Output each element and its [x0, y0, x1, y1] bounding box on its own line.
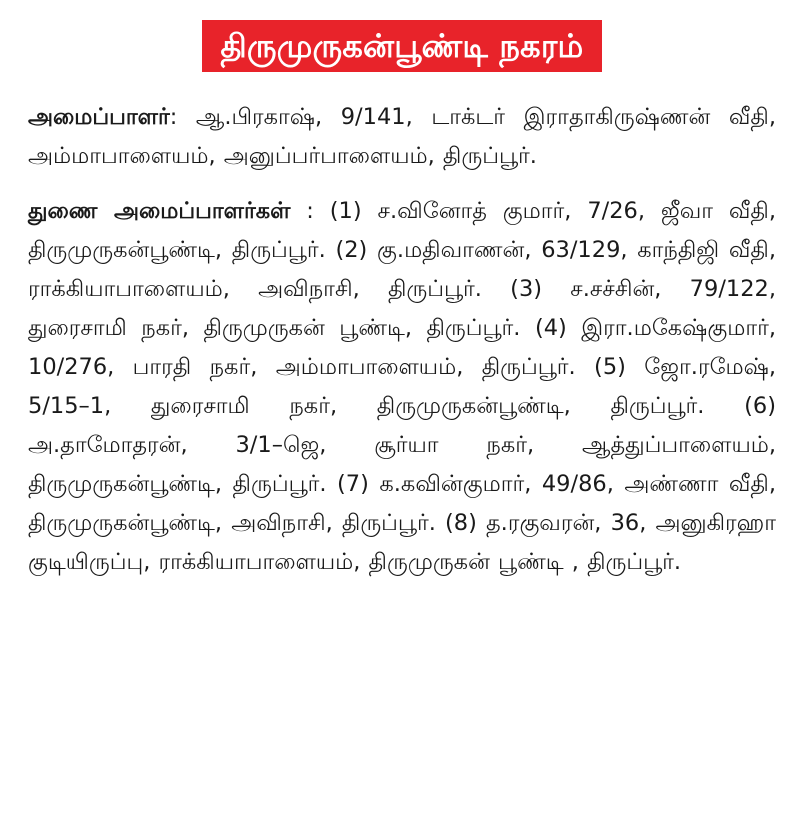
deputies-label: துணை அமைப்பாளர்கள்: [28, 198, 291, 224]
deputies-text: : (1) ச.வினோத் குமார், 7/26, ஜீவா வீதி, திருமுருகன்பூண்டி, திருப்பூர். (2) கு.மதிவாணன், 63/129, காந்திஜி வீதி, ராக்கியாபாளையம், அவிநாசி, திருப்பூர். (3) ச.சச்சின், 79/122, துரைசாமி நகர், திருமுருகன் பூண்டி, திருப்பூர். (4) இரா.மகேஷ்குமார், 10/276, பாரதி நகர், அம்மாபாளையம், திருப்பூர். (5) ஜோ.ரமேஷ், 5/15–1, துரைசாமி நகர், திருமுருகன்பூண்டி, திருப்பூர். (6) அ.தாமோதரன், 3/1–ஜெ, சூர்யா நகர், ஆத்துப்பாளையம், திருமுருகன்பூண்டி, திருப்பூர். (7) க.கவின்குமார், 49/86, அண்ணா வீதி, திருமுருகன்பூண்டி, அவிநாசி, திருப்பூர். (8) த.ரகுவரன், 36, அனுகிரஹா குடியிருப்பு, ராக்கியாபாளையம், திருமுருகன் பூண்டி , திருப்பூர்.: [28, 198, 776, 575]
organizer-paragraph: [28, 98, 776, 176]
organizer-text: : ஆ.பிரகாஷ், 9/141, டாக்டர் இராதாகிருஷ்ணன் வீதி, அம்மாபாளையம், அனுப்பர்பாளையம், திருப்பூர்.: [28, 104, 776, 169]
title-banner: [28, 20, 776, 72]
organizer-label: அமைப்பாளர்: [28, 104, 170, 130]
deputies-paragraph: [28, 192, 776, 582]
page-title: திருமுருகன்பூண்டி நகரம்: [202, 20, 601, 72]
